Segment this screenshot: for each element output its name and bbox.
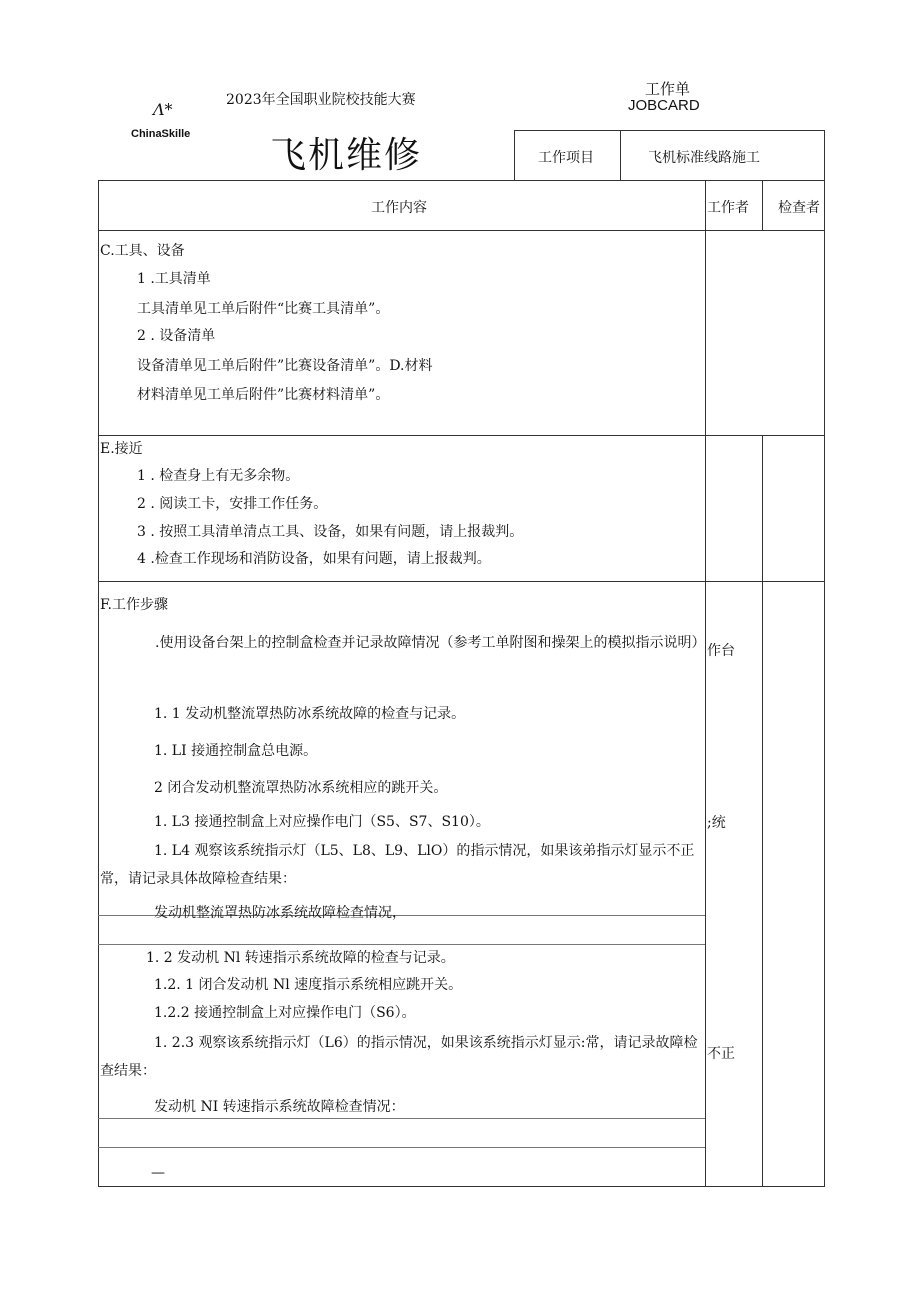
step-1-1: 1. LI 接通控制盒总电源。	[154, 743, 318, 759]
section-f-intro: .使用设备台架上的控制盒检查并记录故障情况（参考工单附图和操架上的模拟指示说明）	[155, 635, 706, 651]
step-1-result-label: 发动机整流罩热防冰系统故障检查情况，	[154, 905, 406, 921]
project-label: 工作项目	[538, 149, 594, 165]
step-2-3: 1. 2.3 观察该系统指示灯（L6）的指示情况，如果该系统指示灯显示:常，请记录故障检查结果：	[100, 1035, 698, 1079]
side-note: ;统	[707, 815, 726, 831]
side-note: 不正	[707, 1046, 735, 1062]
column-worker: 工作者	[707, 199, 749, 215]
contest-name: 2023年全国职业院校技能大赛	[226, 92, 416, 108]
step-2-2: 1.2.2 接通控制盒上对应操作电门（S6）。	[154, 1005, 416, 1021]
section-c-item2-text: 设备清单见工单后附件”比赛设备清单”。D.材料	[137, 358, 433, 374]
section-e-item: 2 . 阅读工卡，安排工作任务。	[137, 496, 328, 512]
step-1-2: 2 闭合发动机整流罩热防冰系统相应的跳开关。	[154, 780, 448, 796]
page-title: 飞机维修	[270, 135, 423, 176]
step-2: 1. 2 发动机 Nl 转速指示系统故障的检查与记录。	[146, 950, 455, 966]
step-2-1: 1.2. 1 闭合发动机 Nl 速度指示系统相应跳开关。	[154, 977, 463, 993]
section-e-item: 1 . 检查身上有无多余物。	[137, 468, 300, 484]
jobcard-label-en: JOBCARD	[628, 97, 700, 114]
section-c-heading: C.工具、设备	[100, 243, 185, 259]
section-e-heading: E.接近	[100, 441, 143, 457]
section-c-item3-text: 材料清单见工单后附件”比赛材料清单”。	[137, 387, 390, 403]
section-c-item1-text: 工具清单见工单后附件“比赛工具清单”。	[137, 301, 390, 317]
column-content: 工作内容	[371, 199, 427, 215]
section-e-item: 3 . 按照工具清单清点工具、设备，如果有问题，请上报裁判。	[137, 524, 524, 540]
step-1-3: 1. L3 接通控制盒上对应操作电门（S5、S7、S10）。	[154, 814, 490, 830]
logo-text: ChinaSkille	[131, 128, 191, 140]
jobcard-label-cn: 工作单	[645, 81, 691, 98]
logo-mark: Λ*	[153, 100, 173, 119]
section-e-item: 4 .检查工作现场和消防设备，如果有问题，请上报裁判。	[137, 551, 491, 567]
step-1: 1. 1 发动机整流罩热防冰系统故障的检查与记录。	[154, 706, 466, 722]
step-2-result-label: 发动机 NI 转速指示系统故障检查情况：	[154, 1099, 405, 1115]
section-c-item1-title: 1 .工具清单	[137, 271, 211, 287]
side-note: 作台	[707, 643, 735, 659]
result-dash: —	[151, 1165, 165, 1181]
section-c-item2-title: 2 . 设备清单	[137, 328, 216, 344]
step-1-4: 1. L4 观察该系统指示灯（L5、L8、L9、LlO）的指示情况，如果该弟指示灯显示不正常，请记录具体故障检查结果：	[100, 843, 695, 887]
column-inspector: 检查者	[778, 199, 820, 215]
project-value: 飞机标准线路施工	[648, 149, 760, 165]
section-f-heading: F.工作步骤	[100, 597, 168, 613]
